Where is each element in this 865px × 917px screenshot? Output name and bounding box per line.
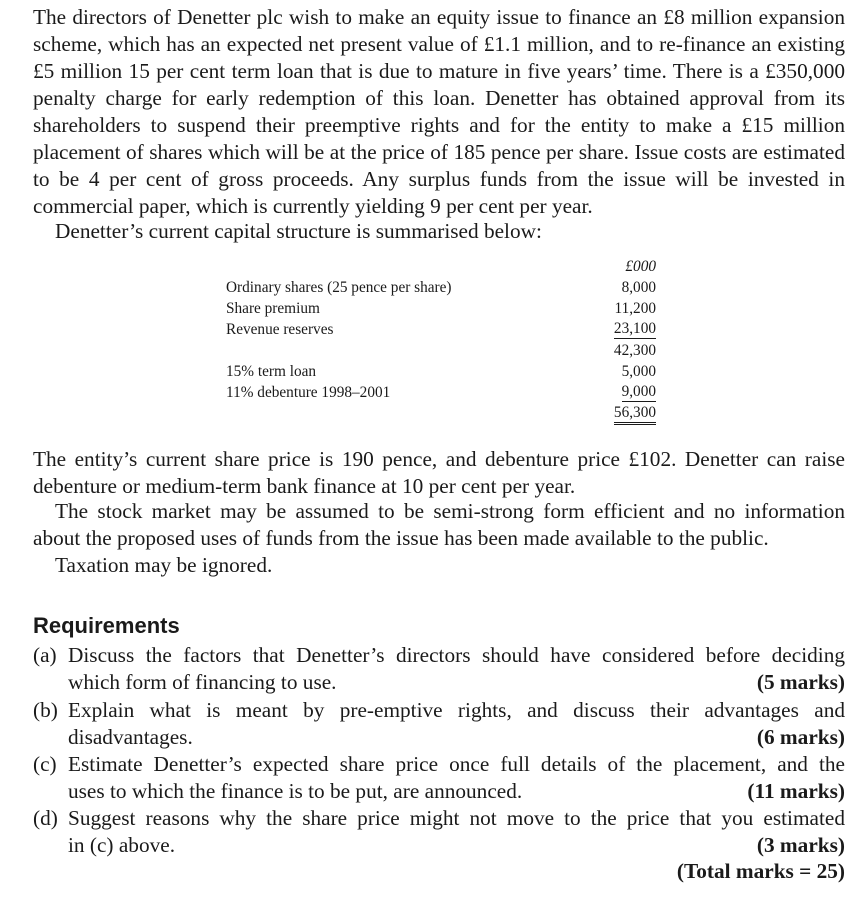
table-header-row xyxy=(226,256,656,277)
share-price-paragraph: The entity’s current share price is 190 pence, and debenture price £102. Denetter can raise debenture or medium-term bank finance at 10 per cent per year. xyxy=(33,447,845,498)
market-efficiency-paragraph: The stock market may be assumed to be semi-strong form efficient and no information about the proposed uses of funds from the issue has been made available to the public. xyxy=(33,499,845,550)
subtotal-row xyxy=(226,340,656,361)
table-row xyxy=(226,298,656,319)
requirement-text: Discuss the factors that Denetter’s directors should have considered before deciding xyxy=(68,643,845,667)
total-marks: (Total marks = 25) xyxy=(676,859,845,883)
row-value: 23,100 xyxy=(613,320,656,337)
row-value: 5,000 xyxy=(621,363,656,380)
total-row xyxy=(226,403,656,424)
table-row xyxy=(226,319,656,340)
requirement-text: which form of financing to use. xyxy=(68,670,337,694)
table-row xyxy=(226,277,656,298)
equity-subtotal: 42,300 xyxy=(613,342,656,359)
row-label: Revenue reserves xyxy=(226,321,334,338)
row-value: 8,000 xyxy=(621,279,656,296)
requirement-letter: (b) xyxy=(33,698,58,722)
row-label: Ordinary shares (25 pence per share) xyxy=(226,279,452,296)
requirement-marks: (3 marks) xyxy=(756,833,845,857)
taxation-paragraph: Taxation may be ignored. xyxy=(55,553,273,577)
requirements-heading: Requirements xyxy=(33,613,180,638)
row-value: 11,200 xyxy=(614,300,656,317)
table-row xyxy=(226,361,656,382)
grand-total: 56,300 xyxy=(614,403,656,425)
row-label: 11% debenture 1998–2001 xyxy=(226,384,391,401)
row-label: 15% term loan xyxy=(226,363,317,380)
requirement-text: uses to which the finance is to be put, are announced. xyxy=(68,779,523,803)
requirement-letter: (c) xyxy=(33,752,57,776)
row-value: 9,000 xyxy=(621,383,656,400)
requirement-text: Suggest reasons why the share price might not move to the price that you estimated xyxy=(68,806,845,830)
requirement-text: Estimate Denetter’s expected share price once full details of the placement, and the xyxy=(68,752,845,776)
capital-structure-intro: Denetter’s current capital structure is summarised below: xyxy=(55,219,542,243)
requirement-marks: (11 marks) xyxy=(747,779,845,803)
row-label: Share premium xyxy=(226,300,320,317)
requirement-letter: (a) xyxy=(33,643,57,667)
requirement-letter: (d) xyxy=(33,806,58,830)
requirement-marks: (5 marks) xyxy=(756,670,845,694)
unit-header: £000 xyxy=(625,258,656,275)
requirement-marks: (6 marks) xyxy=(756,725,845,749)
requirement-text: Explain what is meant by pre-emptive rights, and discuss their advantages and xyxy=(68,698,845,722)
requirement-text: disadvantages. xyxy=(68,725,193,749)
table-row xyxy=(226,382,656,403)
intro-paragraph: The directors of Denetter plc wish to make an equity issue to finance an £8 million expansion scheme, which has an expected net present value of £1.1 million, and to re-finance an existing £5 million 15 per cent term loan that is due to mature in five years’ time. There is a £350,000 penalty charge for early redemption of this loan. Denetter has obtained approval from its shareholders to suspend their preemptive rights and for the entity to make a £15 million placement of shares which will be at the price of 185 pence per share. Issue costs are estimated to be 4 per cent of gross proceeds. Any surplus funds from the issue will be invested in commercial paper, which is currently yielding 9 per cent per year. xyxy=(33,5,845,218)
requirement-text: in (c) above. xyxy=(68,833,176,857)
